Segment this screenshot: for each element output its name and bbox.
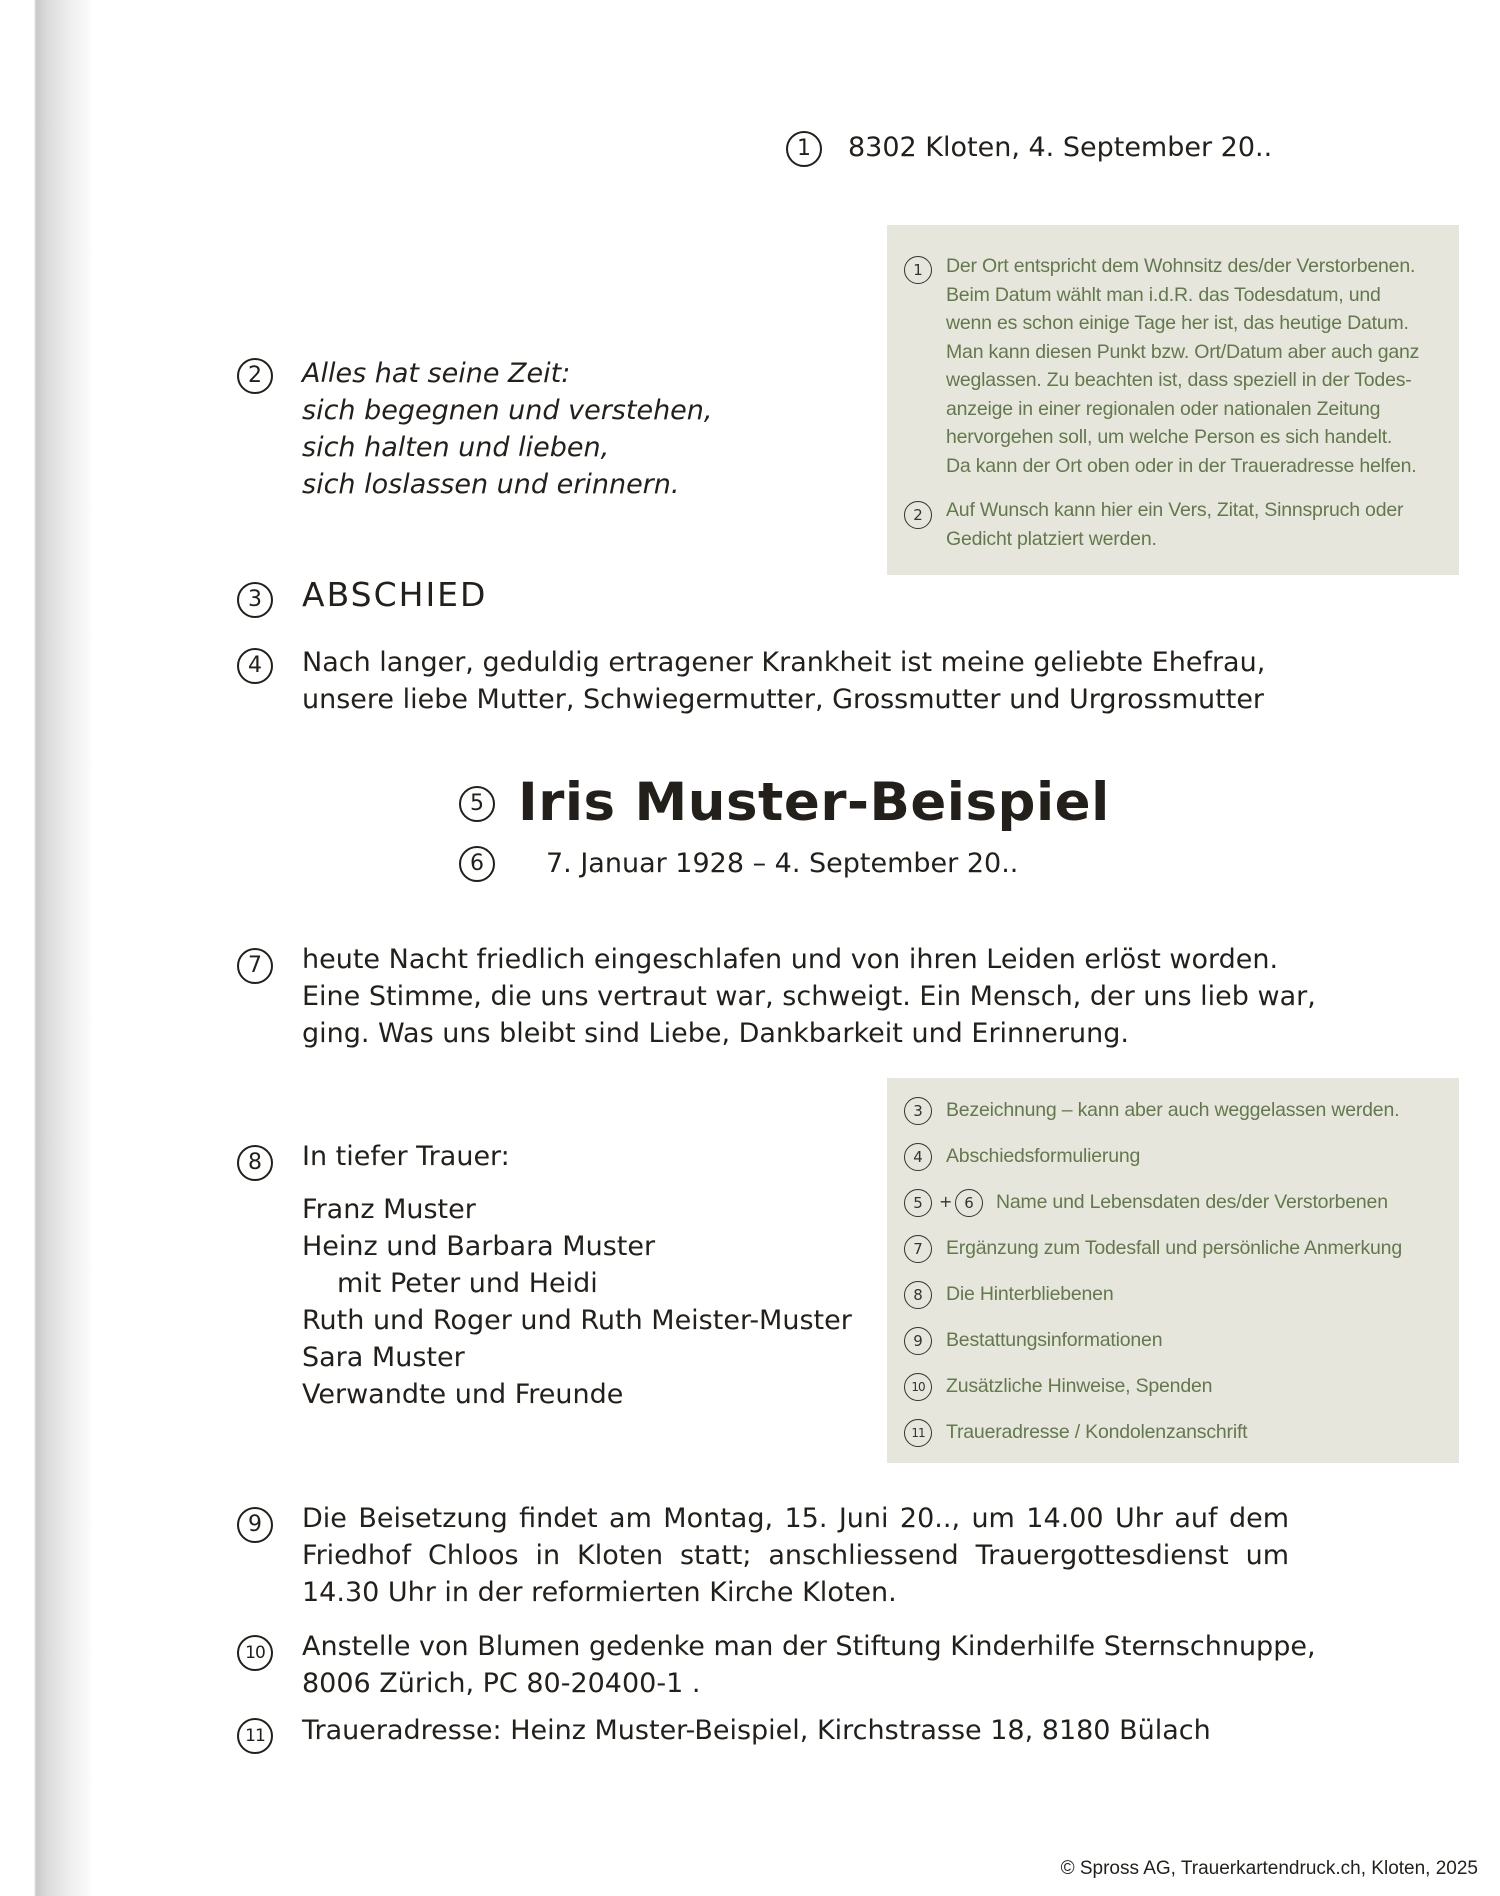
note-marker-7: 7 [904, 1235, 932, 1263]
mourner: Heinz und Barbara Muster [302, 1231, 656, 1262]
marker-9: 9 [237, 1507, 273, 1543]
explanation-box-bottom [887, 1078, 1459, 1463]
note-plus: + [939, 1192, 953, 1211]
place-date: 8302 Kloten, 4. September 20.. [848, 132, 1273, 163]
marker-3: 3 [237, 582, 273, 618]
note-item-9: Bestattungsinformationen [946, 1329, 1163, 1351]
marker-7: 7 [237, 948, 273, 984]
funeral-info: Die Beisetzung findet am Montag, 15. Juni 20.., um 14.00 Uhr auf dem Friedhof Chloos in Kloten statt; anschliessend Trauergottesdienst um 14.30 Uhr in der reformierten Kirche Kloten. [302, 1503, 1289, 1608]
verse: Alles hat seine Zeit: sich begegnen und verstehen, sich halten und lieben, sich loslassen und erinnern. [302, 358, 713, 500]
note-marker-10: 10 [904, 1373, 932, 1401]
note-item-5-6: Name und Lebensdaten des/der Verstorbenen [996, 1191, 1388, 1213]
note-marker-8: 8 [904, 1281, 932, 1309]
supplement-text: heute Nacht friedlich eingeschlafen und von ihren Leiden erlöst worden. Eine Stimme, die uns vertraut war, schweigt. Ein Mensch, der uns lieb war, ging. Was uns bleibt sind Liebe, Dankbarkeit und Erinnerung. [302, 944, 1316, 1049]
marker-8: 8 [237, 1145, 273, 1181]
note-marker-6: 6 [955, 1189, 983, 1217]
announcement: Nach langer, geduldig ertragener Krankheit ist meine geliebte Ehefrau, unsere liebe Mutter, Schwiegermutter, Grossmutter und Urgrossmutter [302, 647, 1266, 715]
page-binding-shadow [0, 0, 92, 1896]
note-item-3: Bezeichnung – kann aber auch weggelassen werden. [946, 1099, 1400, 1121]
note-marker-5: 5 [904, 1189, 932, 1217]
mourners-list [302, 1191, 852, 1413]
marker-4: 4 [237, 648, 273, 684]
note-item-11: Traueradresse / Kondolenzanschrift [946, 1421, 1248, 1443]
marker-5: 5 [459, 786, 495, 822]
marker-10: 10 [237, 1635, 273, 1671]
mourners-intro: In tiefer Trauer: [302, 1141, 510, 1172]
note-marker-2: 2 [904, 501, 932, 529]
note-marker-1: 1 [904, 256, 932, 284]
heading-abschied: ABSCHIED [302, 575, 488, 614]
mourner: Verwandte und Freunde [302, 1379, 624, 1410]
mourning-address: Traueradresse: Heinz Muster-Beispiel, Kirchstrasse 18, 8180 Bülach [302, 1715, 1211, 1746]
note-item-7: Ergänzung zum Todesfall und persönliche Anmerkung [946, 1237, 1402, 1259]
donation-note: Anstelle von Blumen gedenke man der Stiftung Kinderhilfe Sternschnuppe, 8006 Zürich, PC 80-20400-1 . [302, 1631, 1316, 1699]
note-item-8: Die Hinterbliebenen [946, 1283, 1114, 1305]
note-marker-4: 4 [904, 1143, 932, 1171]
mourner: Sara Muster [302, 1342, 465, 1373]
explanation-box-top [887, 225, 1459, 575]
mourner: Ruth und Roger und Ruth Meister-Muster [302, 1305, 852, 1336]
marker-2: 2 [237, 358, 273, 394]
note-text-2: Auf Wunsch kann hier ein Vers, Zitat, Sinnspruch oder Gedicht platziert werden. [946, 499, 1404, 550]
note-marker-3: 3 [904, 1097, 932, 1125]
life-dates: 7. Januar 1928 – 4. September 20.. [546, 848, 1019, 879]
note-marker-11: 11 [904, 1419, 932, 1447]
note-text-1: Der Ort entspricht dem Wohnsitz des/der Verstorbenen. Beim Datum wählt man i.d.R. das Todesdatum, und wenn es schon einige Tage her ist, das heutige Datum. Man kann diesen Punkt bzw. Ort/Datum aber auch ganz weglassen. Zu beachten ist, dass speziell in der Todes- anzeige in einer regionalen oder nationalen Zeitung hervorgehen soll, um welche Person es sich handelt. Da kann der Ort oben oder in der Traueradresse helfen. [946, 255, 1420, 477]
marker-6: 6 [459, 846, 495, 882]
deceased-name: Iris Muster-Beispiel [518, 772, 1110, 833]
mourner: Franz Muster [302, 1194, 476, 1225]
note-item-4: Abschiedsformulierung [946, 1145, 1141, 1167]
marker-11: 11 [237, 1718, 273, 1754]
copyright-footer: © Spross AG, Trauerkartendruck.ch, Kloten, 2025 [1060, 1858, 1478, 1879]
marker-1: 1 [786, 131, 822, 167]
mourner: mit Peter und Heidi [337, 1268, 598, 1299]
note-marker-9: 9 [904, 1327, 932, 1355]
note-item-10: Zusätzliche Hinweise, Spenden [946, 1375, 1213, 1397]
